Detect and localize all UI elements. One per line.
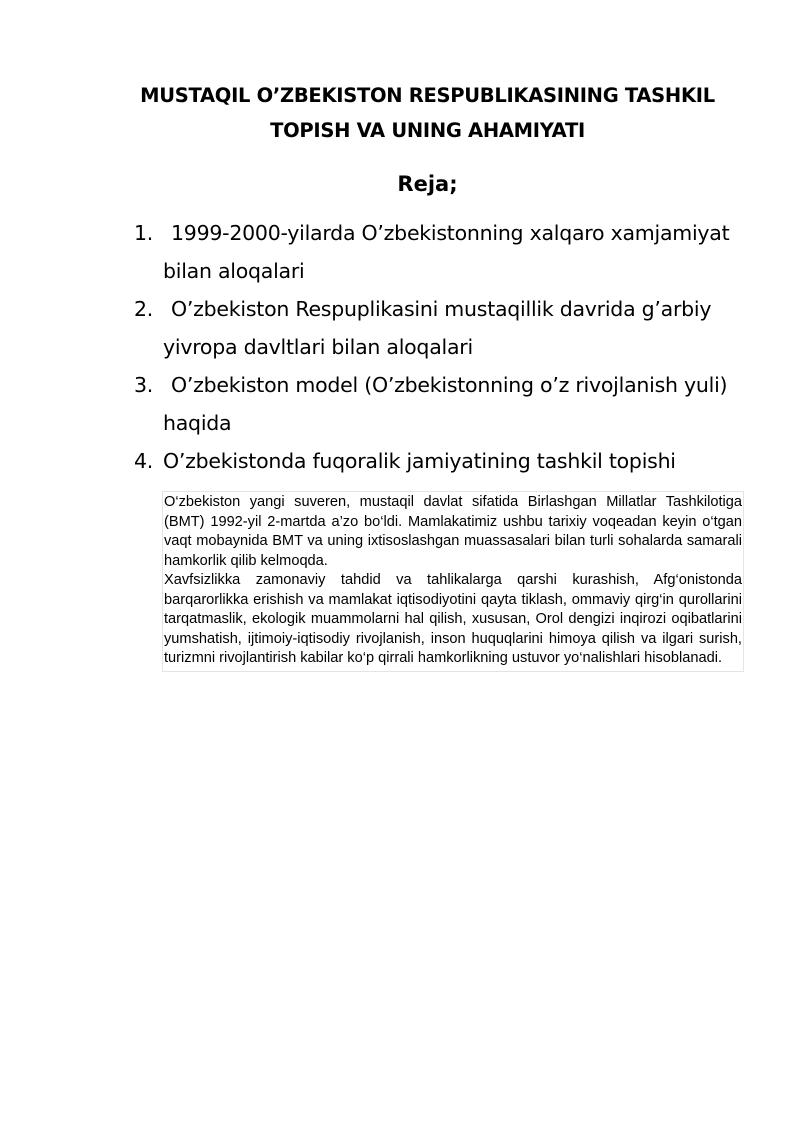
- article-paragraph: O‘zbekiston yangi suveren, mustaqil davlat sifatida Birlashgan Millatlar Tashkilotiga (BMT) 1992-yil 2-martda a’zo bo‘ldi. Mamlakatimiz ushbu tarixiy voqeadan keyin o‘tgan vaqt mobaynida BMT va uning ixtisoslashgan muassasalari bilan turli sohalarda samarali hamkorlik qilib kelmoqda.: [164, 494, 742, 569]
- article-paragraph: Xavfsizlikka zamonaviy tahdid va tahlikalarga qarshi kurashish, Afg‘onistonda barqarorlikka erishish va mamlakat iqtisodiyotini qayta tiklash, ommaviy qirg‘in qurollarini tarqatmaslik, ekologik muammolarni hal qilish, xususan, Orol dengizi inqirozi oqibatlarini yumshatish, ijtimoiy-iqtisodiy rivojlanish, inson huquqlarini himoya qilish va ilgari surish, turizmni rivojlantirish kabilar ko‘p qirrali hamkorlikning ustuvor yo‘nalishlari hisoblanadi.: [164, 572, 742, 666]
- plan-item-text: 1999-2000-yilarda O’zbekistonning xalqaro xamjamiyat bilan aloqalari: [163, 221, 730, 283]
- plan-list: [0, 214, 800, 480]
- plan-item: [0, 214, 800, 290]
- plan-item-number: 2.: [134, 297, 154, 321]
- plan-item-text: O’zbekistonda fuqoralik jamiyatining tashkil topishi: [163, 449, 676, 473]
- plan-item-text: O’zbekiston model (O’zbekistonning o’z rivojlanish yuli) haqida: [163, 373, 728, 435]
- plan-item: [0, 290, 800, 366]
- plan-heading: Reja;: [397, 172, 458, 196]
- plan-item: [0, 366, 800, 442]
- document-title: MUSTAQIL O’ZBEKISTON RESPUBLIKASINING TASHKIL TOPISH VA UNING AHAMIYATI: [140, 84, 715, 142]
- plan-item-number: 1.: [134, 221, 154, 245]
- article-text-block: [162, 491, 744, 672]
- plan-item: [0, 442, 800, 480]
- plan-item-number: 4.: [134, 449, 154, 473]
- plan-item-text: O’zbekiston Respuplikasini mustaqillik davrida g’arbiy yivropa davltlari bilan aloqalari: [163, 297, 712, 359]
- plan-item-number: 3.: [134, 373, 154, 397]
